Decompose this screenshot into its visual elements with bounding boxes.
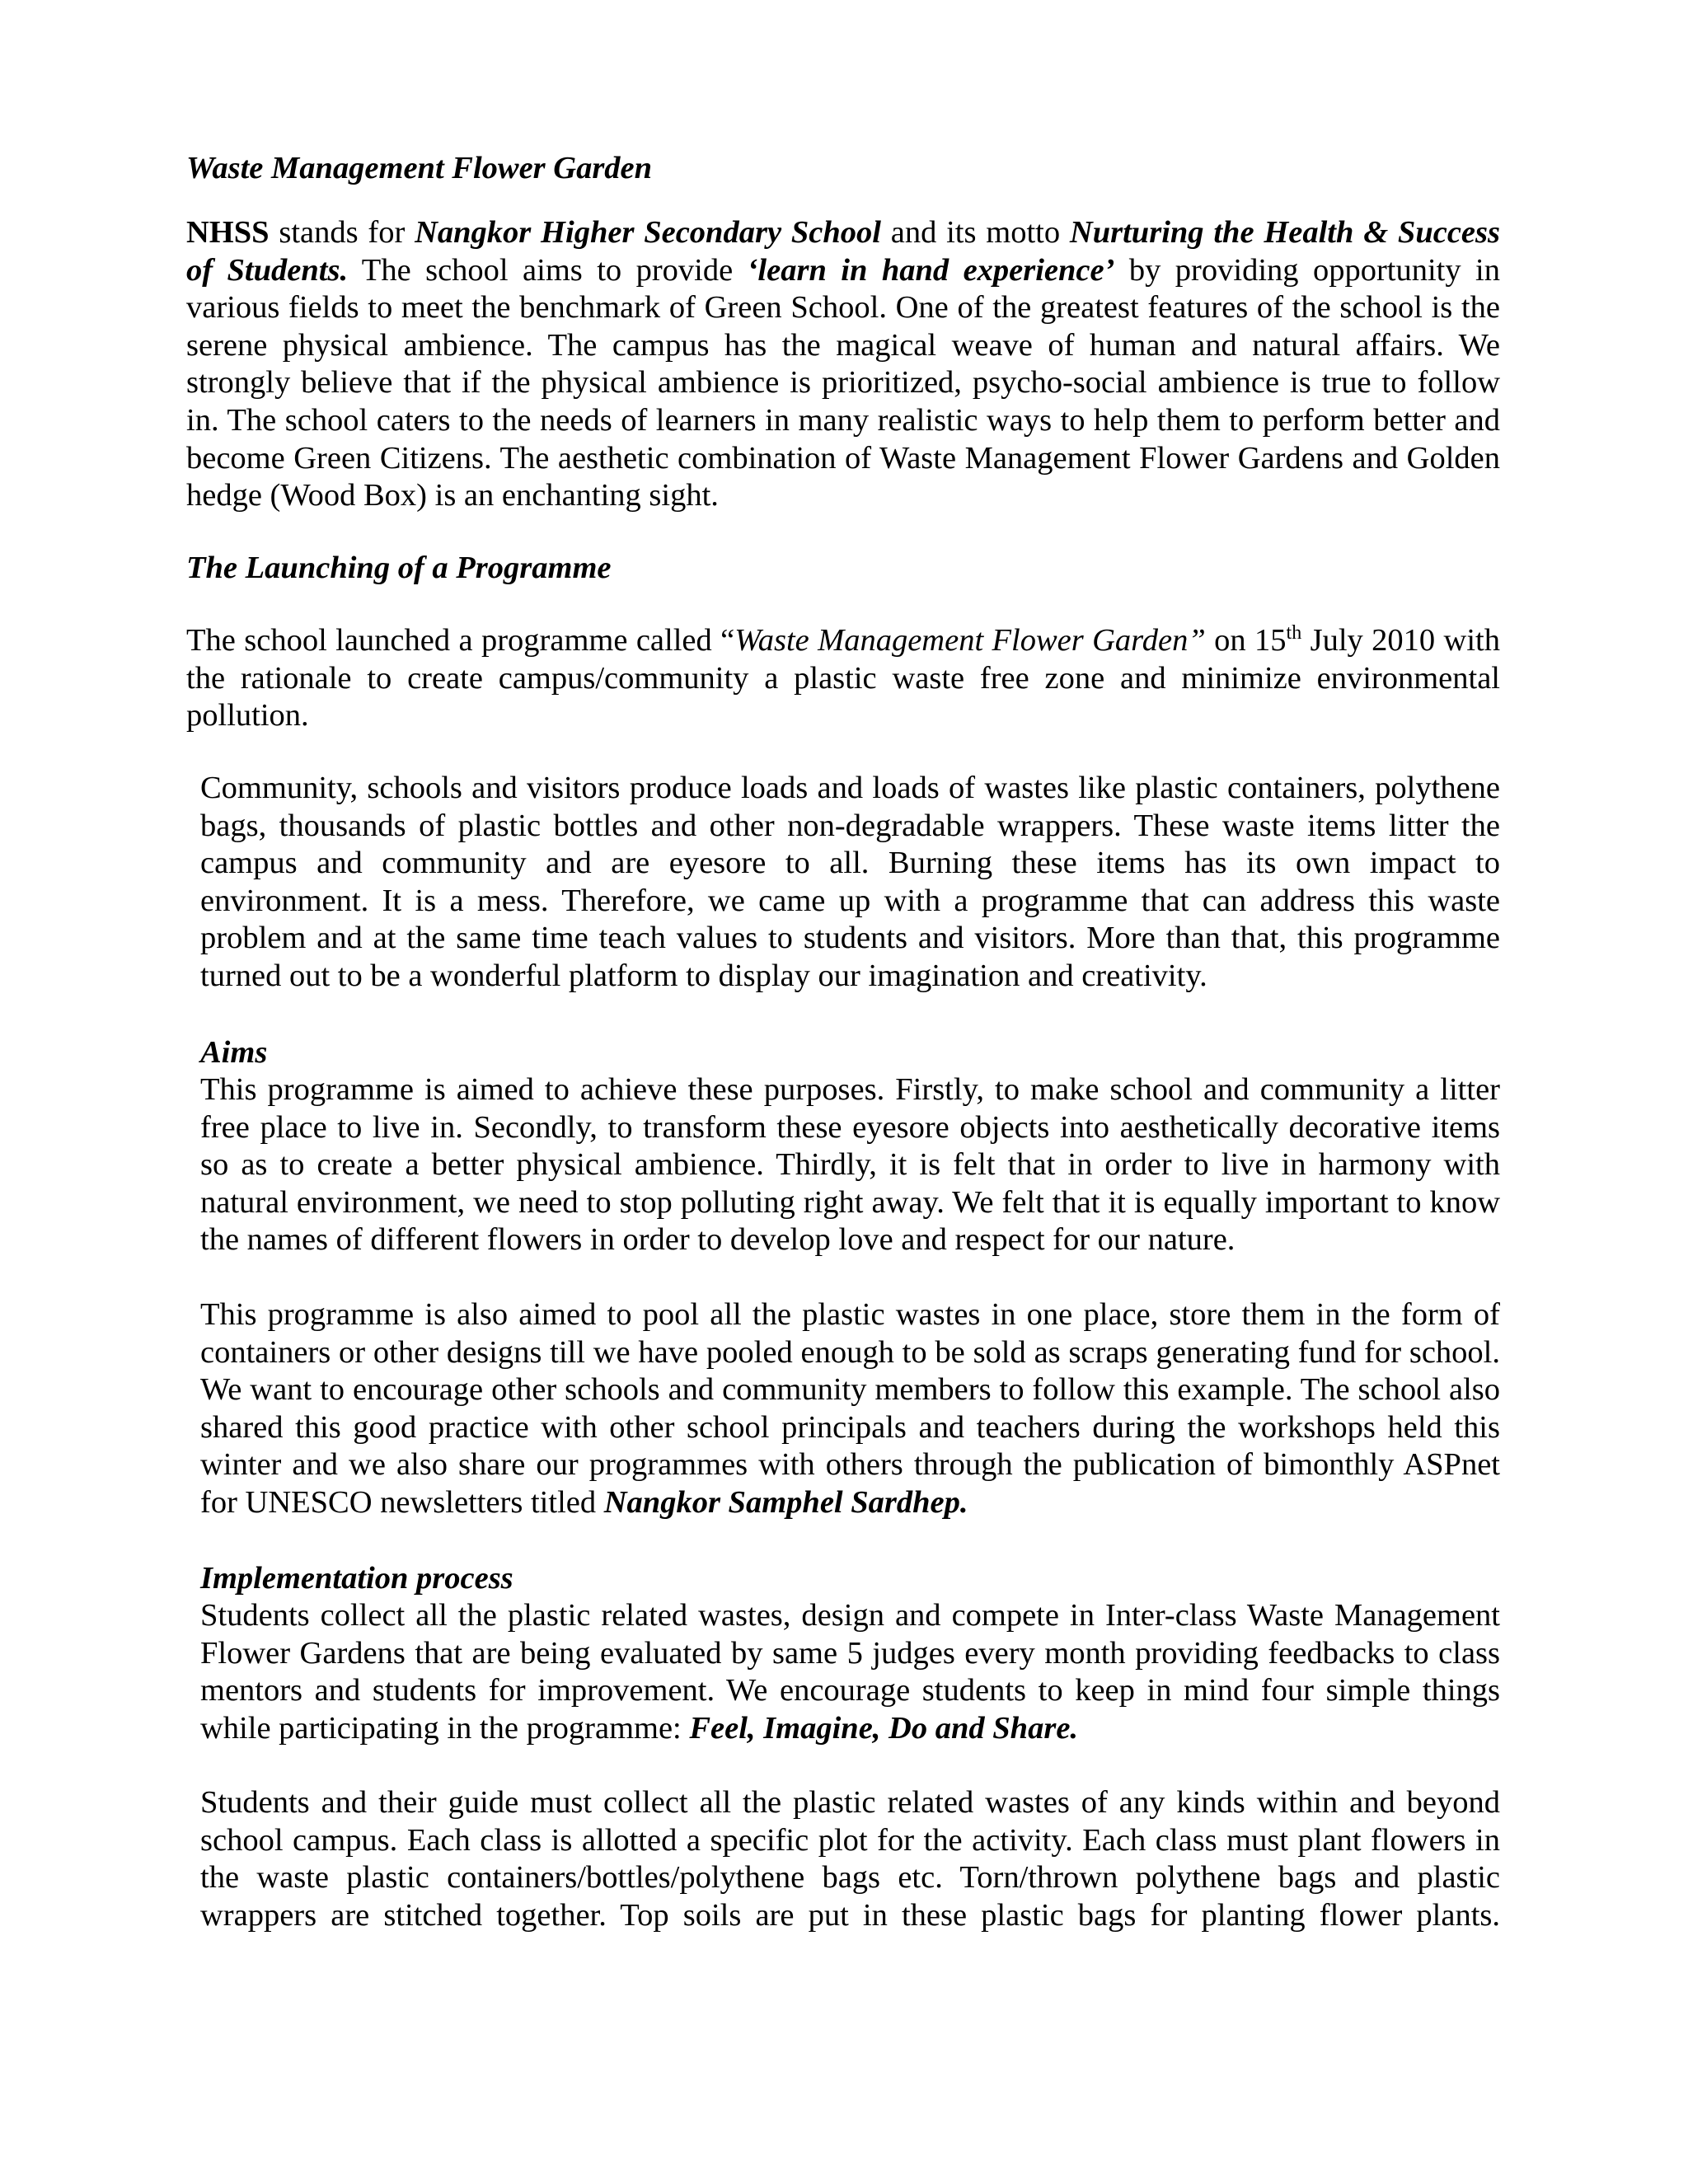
text-run: by providing opportunity in various fields to meet the benchmark of Green School. One of the greatest features of the school is the serene physical ambience. The campus has the magical weave of human and natural affairs. We strongly believe that if the physical ambience is prioritized, psycho-social ambience is true to follow in. The school caters to the needs of learners in many realistic ways to help them to perform better and become Green Citizens. The aesthetic combination of Waste Management Flower Gardens and Golden hedge (Wood Box) is an enchanting sight. [186,252,1500,513]
intro-paragraph [186,214,1500,515]
programme-name: Waste Management Flower Garden” [734,623,1206,658]
text-run: stands for [269,215,415,250]
section-heading-implementation: Implementation process [200,1561,513,1596]
key-principles: Feel, Imagine, Do and Share. [689,1710,1079,1746]
section-heading-launch: The Launching of a Programme [186,551,612,585]
launch-paragraph [186,622,1500,735]
text-run: The school aims to provide [348,252,748,288]
text-run: on 15 [1205,623,1287,658]
implementation-paragraph-2: Students and their guide must collect all the plastic related wastes of any kinds within and beyond school campus. Each class is allotted a specific plot for the activity. Each class must plant flowers in the waste plastic containers/bottles/polythene bags etc. Torn/thrown polythene bags and plastic wrappers are stitched together. Top soils are put in these plastic bags for planting flower plants. [200,1785,1500,1933]
text-run: July 2010 with the rationale to create campus/community a plastic waste free zone and minimize environmental pollution. [186,623,1500,733]
school-name: Nangkor Higher Secondary School [415,215,881,250]
community-paragraph: Community, schools and visitors produce loads and loads of wastes like plastic containers, polythene bags, thousands of plastic bottles and other non-degradable wrappers. These waste items litter the campus and community and are eyesore to all. Burning these items has its own impact to environment. It is a mess. Therefore, we came up with a programme that can address this waste problem and at the same time teach values to students and visitors. More than that, this programme turned out to be a wonderful platform to display our imagination and creativity. [200,771,1500,993]
implementation-paragraph-1 [200,1597,1500,1747]
school-motto: Nurturing the Health & Success of Students. [186,215,1500,288]
document-title: Waste Management Flower Garden [186,151,653,185]
text-run: The school launched a programme called “ [186,623,735,658]
text-run: This programme is also aimed to pool all the plastic wastes in one place, store them in the form of containers or other designs till we have pooled enough to be sold as scraps generating fund for school. We want to encourage other schools and community members to follow this example. The school also shared this good practice with other school principals and teachers during the workshops held this winter and we also share our programmes with others through the publication of bimonthly ASPnet for UNESCO newsletters titled [200,1297,1500,1520]
emphasis: ‘learn in hand experience’ [747,252,1115,288]
aims-paragraph-2 [200,1296,1500,1522]
text-run: and its motto [880,215,1070,250]
ordinal-suffix: th [1286,622,1302,644]
aims-paragraph-1: This programme is aimed to achieve these purposes. Firstly, to make school and community a litter free place to live in. Secondly, to transform these eyesore objects into aesthetically decorative items so as to create a better physical ambience. Thirdly, it is felt that in order to live in harmony with natural environment, we need to stop polluting right away. We felt that it is equally important to know the names of different flowers in order to develop love and respect for our nature. [200,1072,1500,1258]
acronym: NHSS [186,215,270,250]
newsletter-title: Nangkor Samphel Sardhep. [603,1484,968,1520]
text-run: Students collect all the plastic related wastes, design and compete in Inter-class Waste Management Flower Gardens that are being evaluated by same 5 judges every month providing feedbacks to class mentors and students for improvement. We encourage students to keep in mind four simple things while participating in the programme: [200,1598,1500,1746]
section-heading-aims: Aims [200,1035,268,1070]
